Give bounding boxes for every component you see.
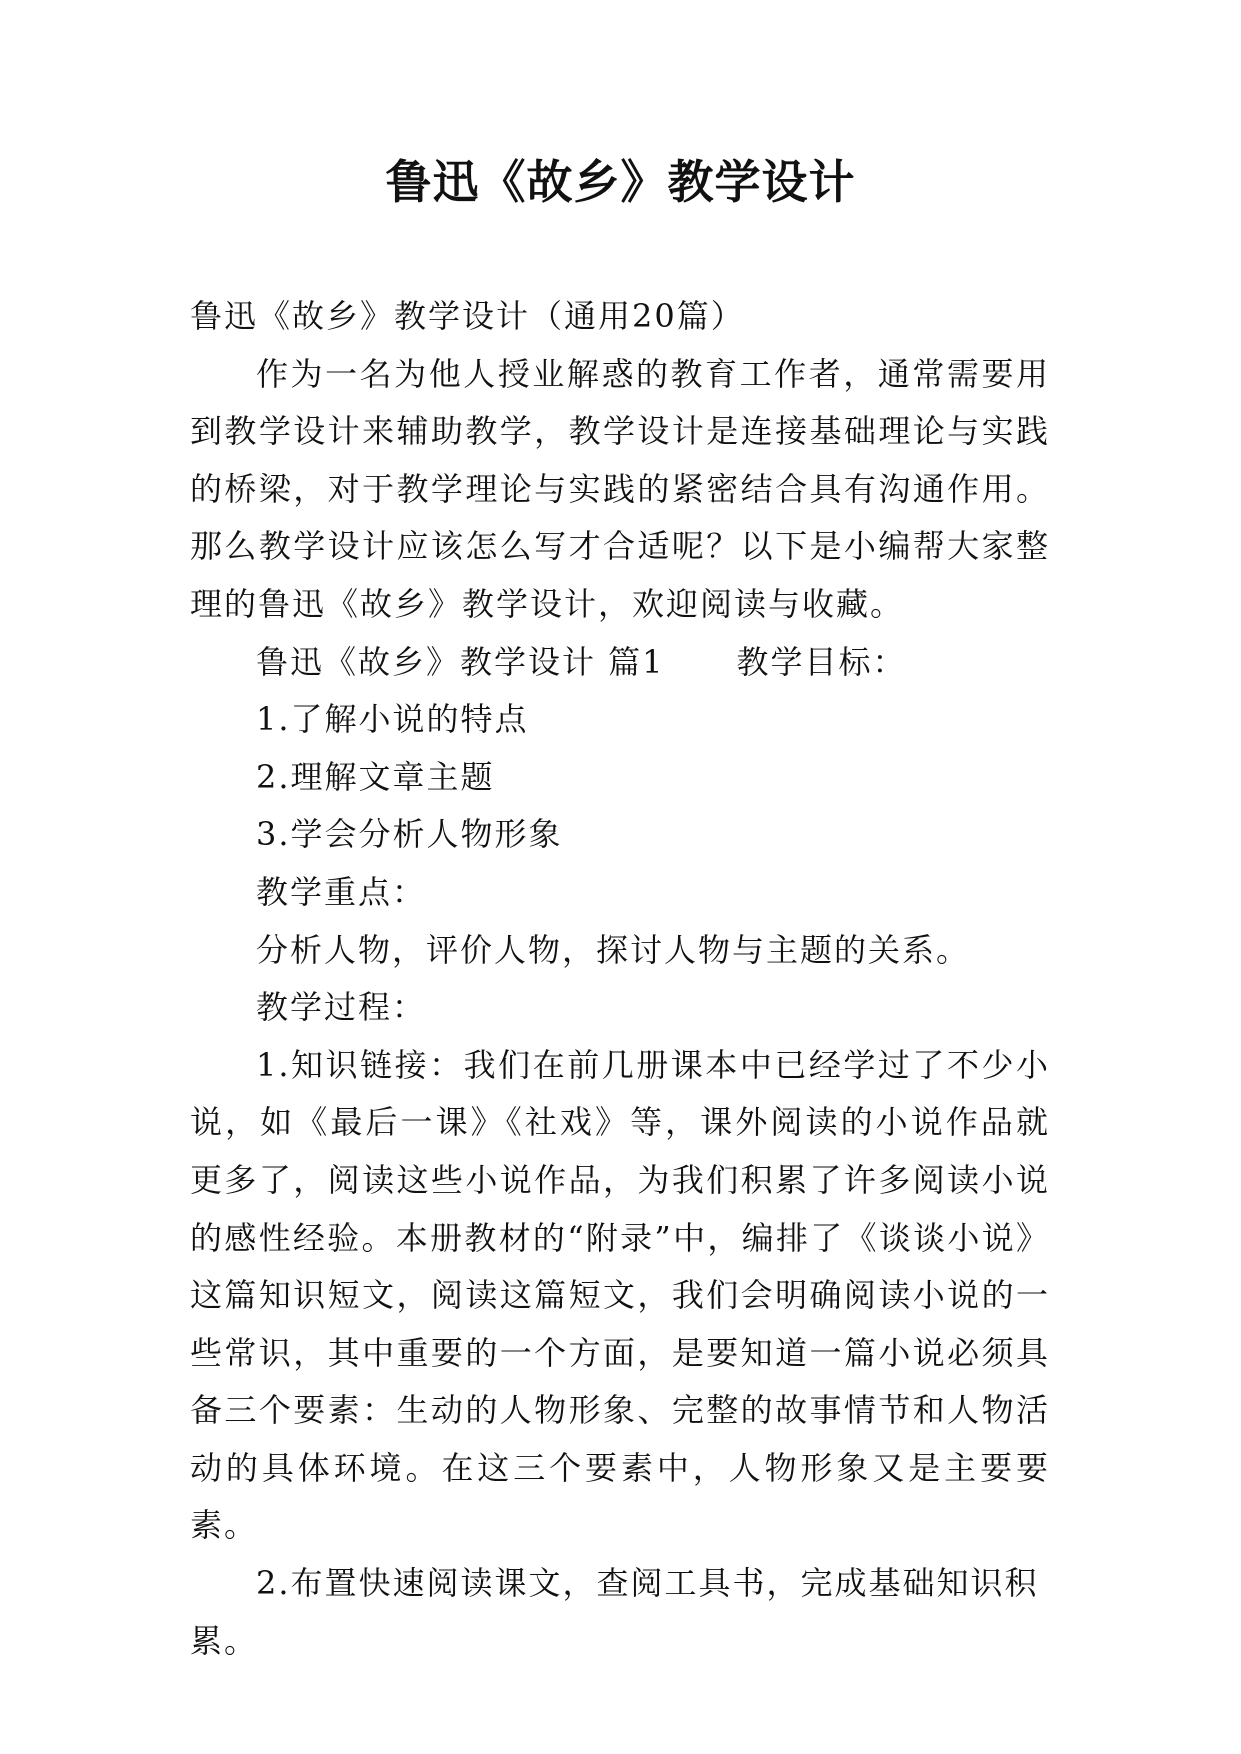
document-body bbox=[190, 288, 1050, 1670]
document-title: 鲁迅《故乡》教学设计 bbox=[385, 155, 856, 209]
key-points-text: 分析人物，评价人物，探讨人物与主题的关系。 bbox=[256, 930, 971, 969]
process-step-2: 2.布置快速阅读课文，查阅工具书，完成基础知识积累。 bbox=[190, 1564, 1039, 1660]
document-subtitle: 鲁迅《故乡》教学设计（通用20篇） bbox=[190, 297, 745, 335]
intro-paragraph: 作为一名为他人授业解惑的教育工作者，通常需要用到教学设计来辅助教学，教学设计是连接基础理论与实践的桥梁，对于教学理论与实践的紧密结合具有沟通作用。那么教学设计应该怎么写才合适呢？以下是小编帮大家整理的鲁迅《故乡》教学设计，欢迎阅读与收藏。 bbox=[190, 354, 1050, 623]
objectives-label: 教学目标： bbox=[736, 642, 907, 681]
objective-item: 3.学会分析人物形象 bbox=[256, 815, 563, 854]
section-heading: 鲁迅《故乡》教学设计 篇1 bbox=[256, 642, 665, 681]
objective-item: 1.了解小说的特点 bbox=[256, 700, 529, 739]
section-heading-line bbox=[190, 634, 1050, 692]
objective-item: 2.理解文章主题 bbox=[256, 757, 495, 796]
process-step-1: 1.知识链接：我们在前几册课本中已经学过了不少小说，如《最后一课》《社戏》等，课外阅读的小说作品就更多了，阅读这些小说作品，为我们积累了许多阅读小说的感性经验。本册教材的“附录”中，编排了《谈谈小说》这篇知识短文，阅读这篇短文，我们会明确阅读小说的一些常识，其中重要的一个方面，是要知道一篇小说必须具备三个要素：生动的人物形象、完整的故事情节和人物活动的具体环境。在这三个要素中，人物形象又是主要要素。 bbox=[190, 1045, 1050, 1545]
process-label: 教学过程： bbox=[256, 988, 427, 1027]
key-points-label: 教学重点： bbox=[256, 872, 427, 911]
